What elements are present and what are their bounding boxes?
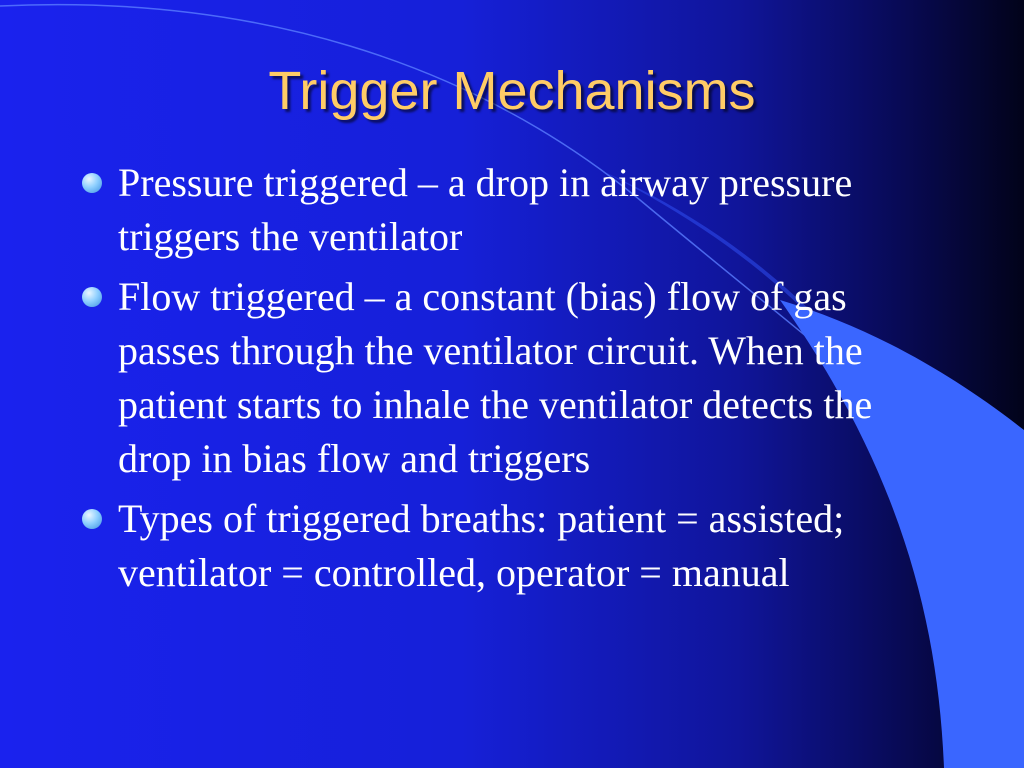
bullet-item bbox=[82, 492, 912, 600]
slide-title: Trigger Mechanisms bbox=[268, 61, 756, 121]
bullet-text: Pressure triggered – a drop in airway pressure triggers the ventilator bbox=[118, 160, 853, 259]
bullet-text: Types of triggered breaths: patient = assisted; ventilator = controlled, operator = manual bbox=[118, 496, 845, 595]
bullet-text: Flow triggered – a constant (bias) flow of gas passes through the ventilator circuit. When the patient starts to inhale the ventilator detects the drop in bias flow and triggers bbox=[118, 274, 873, 481]
bullet-list bbox=[82, 156, 912, 606]
bullet-item bbox=[82, 270, 912, 486]
bullet-item bbox=[82, 156, 912, 264]
bullet-dot-icon bbox=[82, 509, 102, 529]
bullet-dot-icon bbox=[82, 173, 102, 193]
bullet-dot-icon bbox=[82, 287, 102, 307]
